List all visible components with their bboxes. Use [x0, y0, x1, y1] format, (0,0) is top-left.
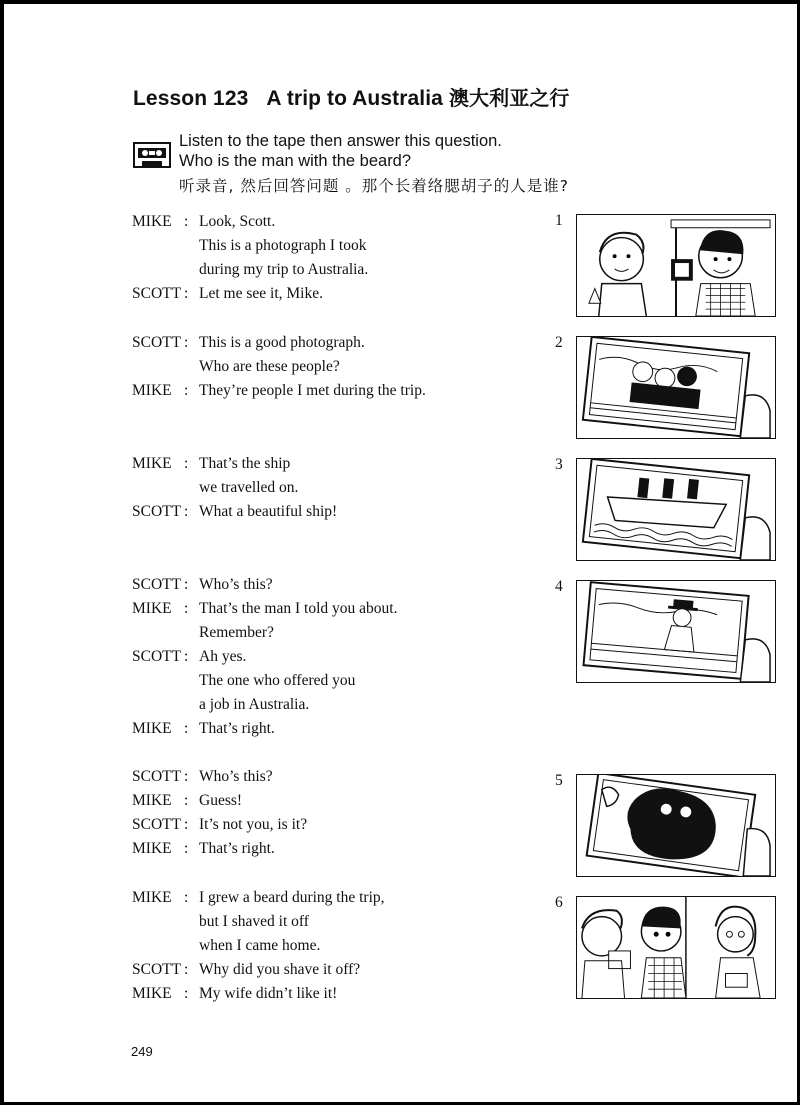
speaker-name: MIKE [132, 455, 172, 472]
dialogue-line: but I shaved it off [199, 913, 309, 930]
speaker-colon: : [184, 889, 189, 906]
dialogue-line: That’s the man I told you about. [199, 600, 398, 617]
photo-of-people-illustration [576, 336, 776, 439]
speaker-colon: : [184, 720, 189, 737]
speaker-label [132, 959, 200, 981]
lesson-topic: A trip to Australia [266, 87, 443, 110]
photo-of-man-with-hat-illustration [576, 580, 776, 683]
instruction-question: Who is the man with the beard? [179, 152, 412, 170]
dialogue-line: a job in Australia. [199, 696, 310, 713]
speaker-colon: : [184, 382, 189, 399]
speaker-colon: : [184, 576, 189, 593]
speaker-name: SCOTT [132, 503, 182, 520]
speaker-name: SCOTT [132, 285, 182, 302]
dialogue-line: during my trip to Australia. [199, 261, 369, 278]
speaker-colon: : [184, 840, 189, 857]
dialogue-line: This is a good photograph. [199, 334, 365, 351]
picture-number: 6 [555, 894, 563, 911]
speaker-label [132, 790, 200, 812]
cassette-tape-icon [133, 140, 171, 170]
speaker-label [132, 598, 200, 620]
dialogue-line: Who’s this? [199, 576, 273, 593]
speaker-label [132, 574, 200, 596]
dialogue-line: What a beautiful ship! [199, 503, 338, 520]
dialogue-line: That’s right. [199, 720, 275, 737]
mike-and-wife-illustration [576, 896, 776, 999]
speaker-name: SCOTT [132, 648, 182, 665]
speaker-colon: : [184, 768, 189, 785]
speaker-label [132, 838, 200, 860]
dialogue-line: Ah yes. [199, 648, 247, 665]
dialogue-line: Who’s this? [199, 768, 273, 785]
photo-of-bearded-man-illustration [576, 774, 776, 877]
speaker-name: SCOTT [132, 576, 182, 593]
textbook-page [4, 4, 797, 1102]
dialogue-line: when I came home. [199, 937, 321, 954]
lesson-title [133, 82, 570, 111]
speaker-name: MIKE [132, 382, 172, 399]
picture-number: 3 [555, 456, 563, 473]
speaker-name: MIKE [132, 213, 172, 230]
speaker-colon: : [184, 816, 189, 833]
speaker-name: MIKE [132, 840, 172, 857]
dialogue-line: That’s the ship [199, 455, 291, 472]
speaker-label [132, 887, 200, 909]
speaker-name: MIKE [132, 600, 172, 617]
instruction-line-1: Listen to the tape then answer this question. [179, 132, 502, 150]
dialogue-line: Guess! [199, 792, 243, 809]
photo-of-ship-illustration [576, 458, 776, 561]
instruction-chinese: 听录音, 然后回答问题 。那个长着络腮胡子的人是谁? [179, 177, 570, 195]
speaker-name: SCOTT [132, 816, 182, 833]
speaker-name: MIKE [132, 889, 172, 906]
speaker-colon: : [184, 285, 189, 302]
speaker-label [132, 332, 200, 354]
speaker-colon: : [184, 648, 189, 665]
dialogue-line: They’re people I met during the trip. [199, 382, 426, 399]
speaker-label [132, 453, 200, 475]
speaker-name: SCOTT [132, 961, 182, 978]
speaker-colon: : [184, 334, 189, 351]
speaker-colon: : [184, 455, 189, 472]
speaker-label [132, 983, 200, 1005]
speaker-colon: : [184, 961, 189, 978]
speaker-name: SCOTT [132, 334, 182, 351]
speaker-label [132, 283, 200, 305]
speaker-name: MIKE [132, 720, 172, 737]
dialogue-line: That’s right. [199, 840, 275, 857]
dialogue-line: My wife didn’t like it! [199, 985, 338, 1002]
dialogue-line: we travelled on. [199, 479, 299, 496]
speaker-label [132, 380, 200, 402]
speaker-colon: : [184, 600, 189, 617]
speaker-colon: : [184, 503, 189, 520]
speaker-name: SCOTT [132, 768, 182, 785]
speaker-colon: : [184, 985, 189, 1002]
dialogue-line: The one who offered you [199, 672, 356, 689]
speaker-label [132, 646, 200, 668]
speaker-label [132, 211, 200, 233]
speaker-label [132, 766, 200, 788]
lesson-number: Lesson 123 [133, 87, 249, 110]
dialogue-line: Remember? [199, 624, 274, 641]
dialogue-line: It’s not you, is it? [199, 816, 308, 833]
picture-number: 5 [555, 772, 563, 789]
dialogue-line: Why did you shave it off? [199, 961, 361, 978]
speaker-colon: : [184, 792, 189, 809]
picture-number: 1 [555, 212, 563, 229]
speaker-label [132, 501, 200, 523]
speaker-colon: : [184, 213, 189, 230]
dialogue-line: Who are these people? [199, 358, 340, 375]
picture-number: 2 [555, 334, 563, 351]
speaker-name: MIKE [132, 985, 172, 1002]
speaker-label [132, 814, 200, 836]
page-number: 249 [131, 1044, 153, 1059]
speaker-label [132, 718, 200, 740]
dialogue-line: This is a photograph I took [199, 237, 367, 254]
dialogue-line: Let me see it, Mike. [199, 285, 323, 302]
dialogue-line: I grew a beard during the trip, [199, 889, 385, 906]
picture-number: 4 [555, 578, 563, 595]
speaker-name: MIKE [132, 792, 172, 809]
mike-shows-photo-illustration [576, 214, 776, 317]
lesson-topic-chinese: 澳大利亚之行 [448, 86, 570, 110]
dialogue-line: Look, Scott. [199, 213, 276, 230]
